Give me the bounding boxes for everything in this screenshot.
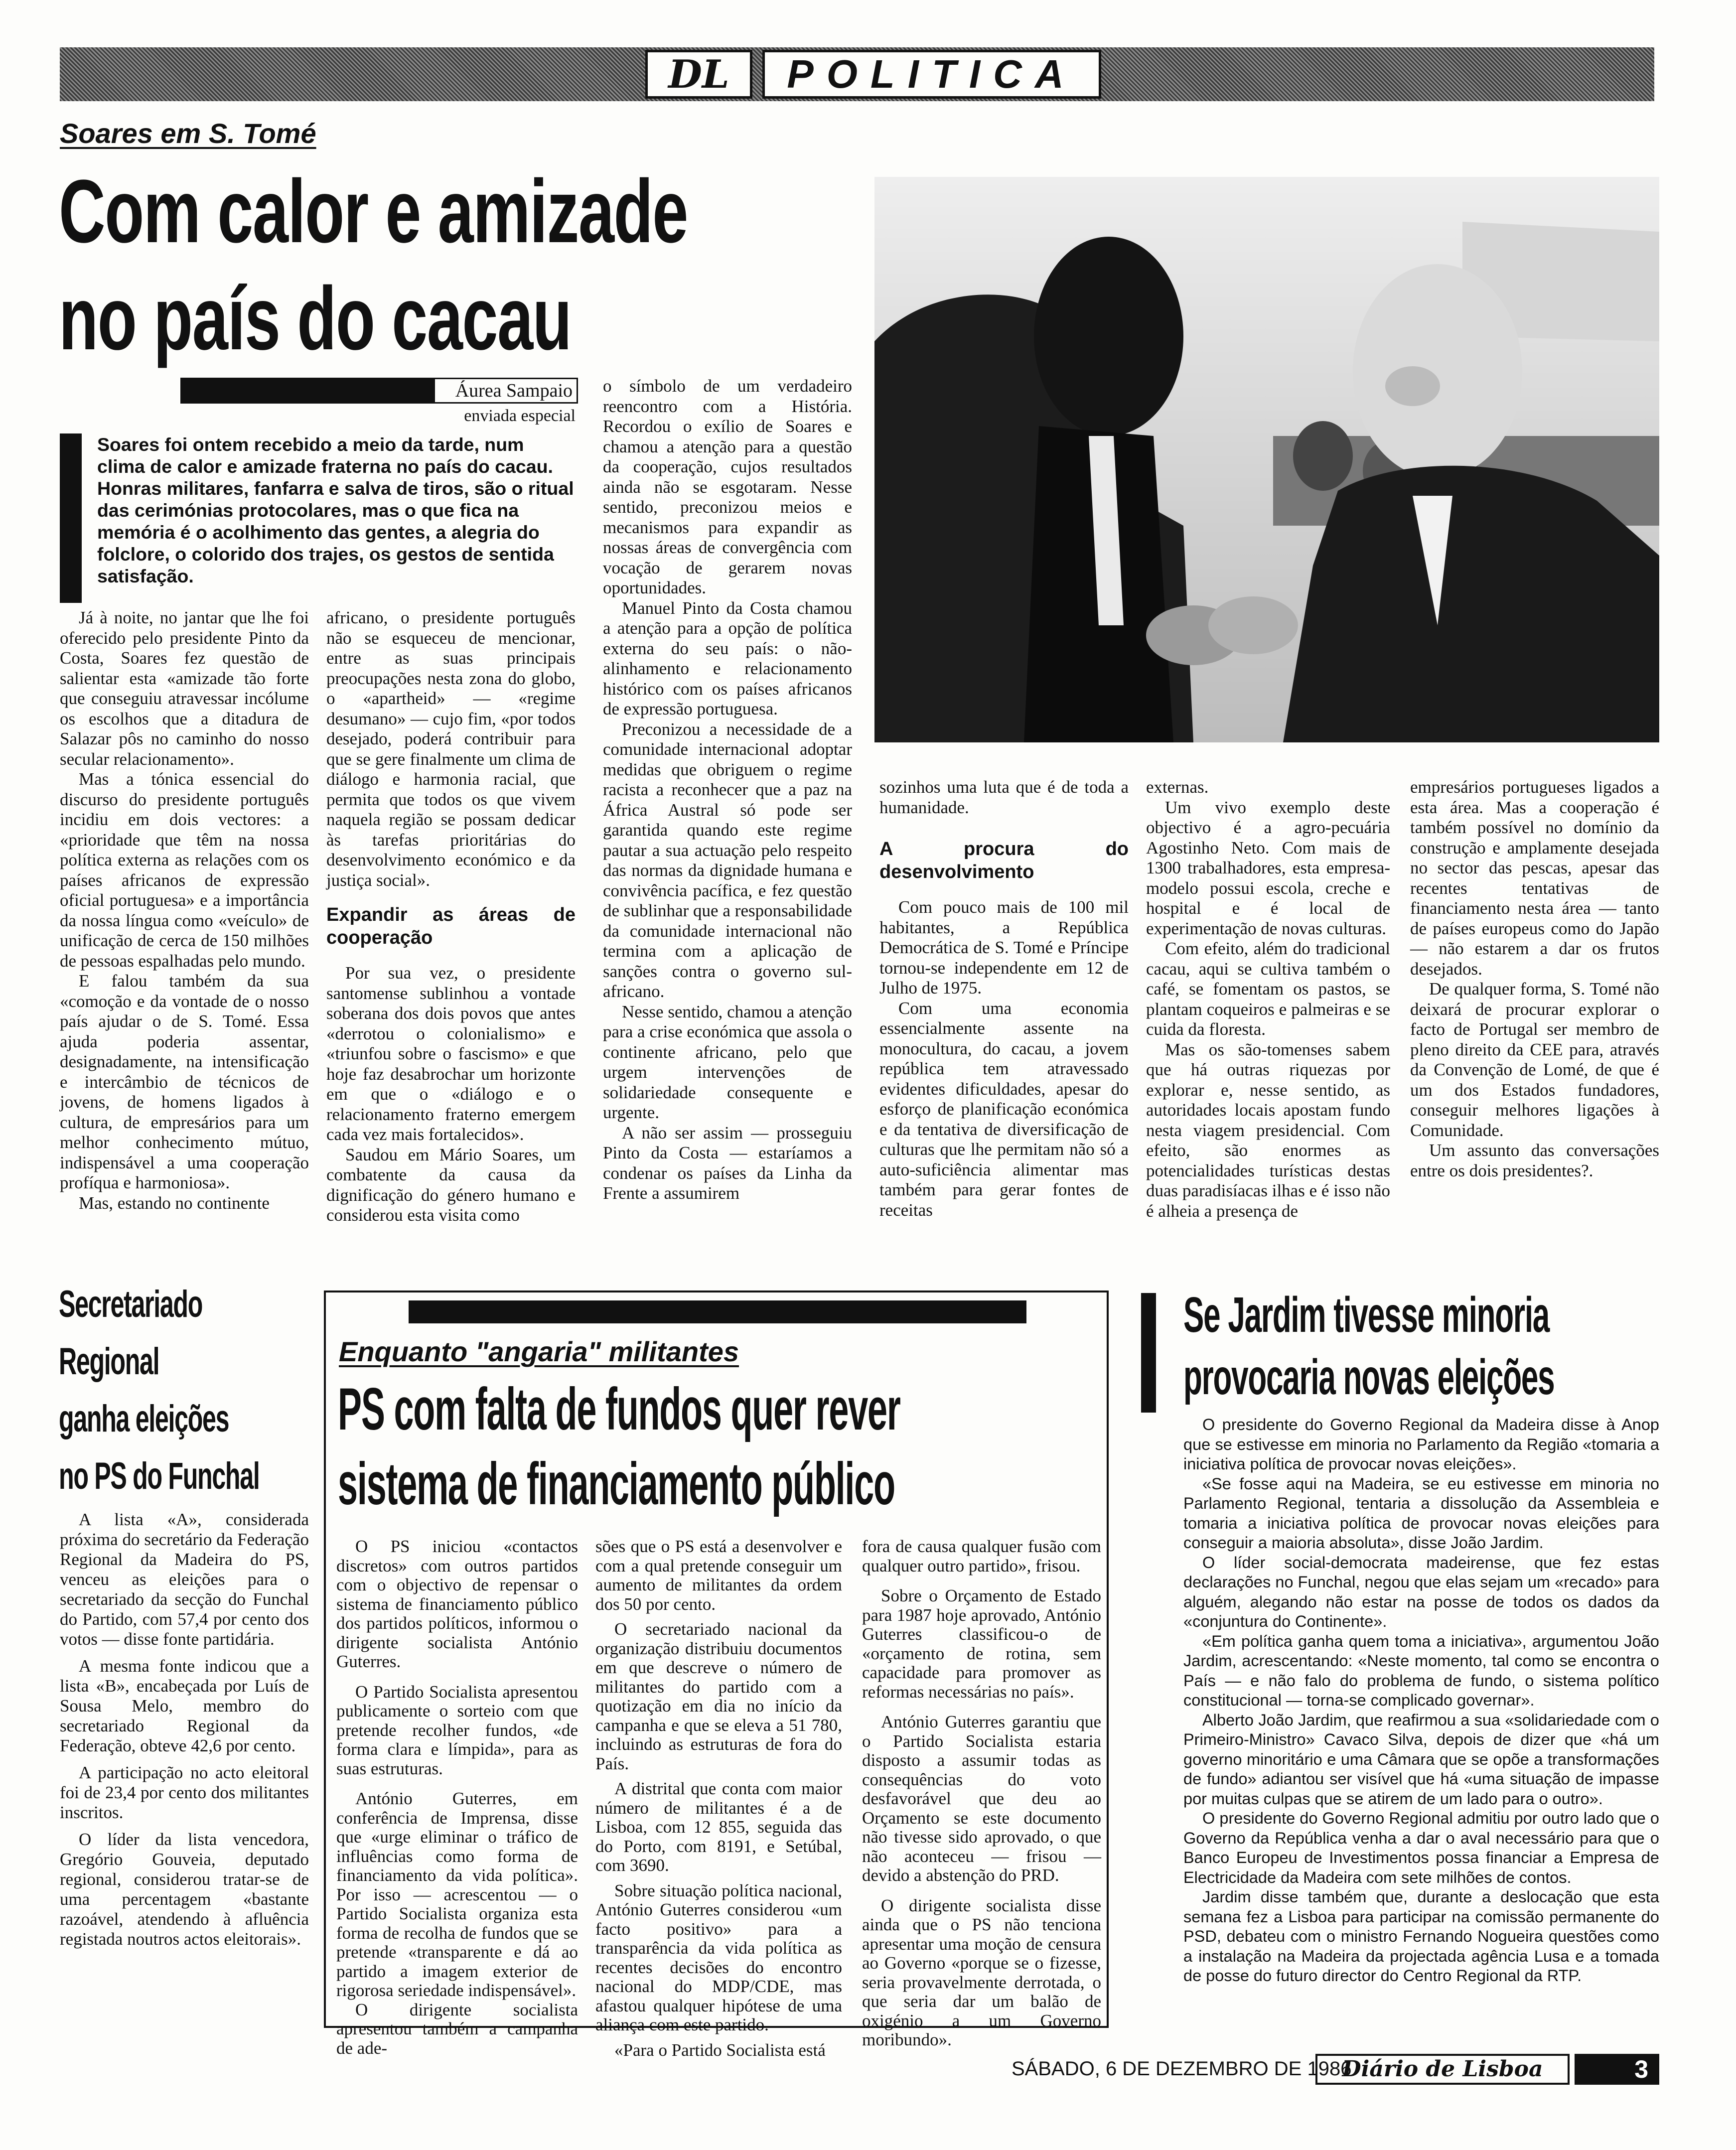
section-label <box>762 50 1101 99</box>
section-title: POLITICA <box>787 52 1077 96</box>
story1-paragraph: africano, o presidente português não se esqueceu de mencionar, entre as suas principais preocupações nesta zona do globo, o «apartheid» — «regime desumano» — cujo fim, «por todos desejado, poderá contribuir para que se gere finalmente um clima de diálogo e harmonia racial, que permita que todos os que vivem naquela região se possam dedicar às tarefas prioritárias do desenvolvimento económico e da justiça social». <box>326 608 576 890</box>
footer-paper-name <box>1315 2054 1570 2085</box>
story1-paragraph: o símbolo de um verdadeiro reencontro com a História. Recordou o exílio de Soares e chamou a atenção para a questão da cooperação, cujos resultados ainda não se esgotaram. Nesse sentido, preconizou meios e mecanismos para expandir as nossas áreas de convergência com vocação de gerarem novas oportunidades. <box>603 376 852 597</box>
story1-col4 <box>879 777 1129 1220</box>
story2-paragraph: O líder da lista vencedora, Gregório Gouveia, deputado regional, considerou tratar-se de uma percentagem «bastante razoável, atendendo à afluência registada noutros actos eleitorais». <box>60 1830 309 1949</box>
story1-headline-line2: no país do cacau <box>59 269 572 369</box>
byline-name <box>434 378 578 404</box>
story3-top-bar <box>409 1300 1026 1323</box>
story1-paragraph: Um assunto das conversações entre os dois presidentes?. <box>1410 1141 1659 1180</box>
story1-paragraph: sozinhos uma luta que é de toda a humanidade. <box>879 777 1129 817</box>
story3-headline-line2: sistema de financiamento público <box>338 1450 895 1517</box>
story4-headline-line2: provocaria novas eleições <box>1183 1349 1555 1405</box>
logo-text: DL <box>668 51 729 97</box>
story2-headline-line1: Secretariado <box>59 1283 203 1325</box>
story4-paragraph: O presidente do Governo Regional da Madeira disse à Anop que se estivesse em minoria no Parlamento da Região «tomaria a iniciativa política de provocar novas eleições». <box>1183 1416 1659 1473</box>
story4-headline-line1: Se Jardim tivesse minoria <box>1183 1287 1550 1343</box>
story1-col3 <box>603 376 852 1204</box>
footer-date: SÁBADO, 6 DE DEZEMBRO DE 1986 <box>1012 2058 1352 2080</box>
story1-headline-line1: Com calor e amizade <box>59 161 688 262</box>
story1-paragraph: empresários portugueses ligados a esta área. Mas a cooperação é também possível no domínio da construção e amplamente desejada no sector das pescas, apesar das recentes tentativas de financiamento nesta área — tanto de países europeus como do Japão — não estarem a dar os frutos desejados. <box>1410 777 1659 979</box>
story3-paragraph: O secretariado nacional da organização distribuiu documentos em que descreve o número de militantes do partido com a quotização em dia no início da campanha e que se eleva a 51 780, incluindo as estruturas de fora do País. <box>595 1619 842 1773</box>
masthead-logo <box>645 50 752 99</box>
story1-paragraph: externas. <box>1146 777 1209 797</box>
story2-headline-line2: Regional <box>59 1340 159 1383</box>
page-number-text: 3 <box>1634 2055 1648 2083</box>
lead-bar <box>60 433 82 603</box>
story3-paragraph: O Partido Socialista apresentou publicamente o sorteio com que pretende recolher fundos, «de forma clara e límpida», para as suas estruturas. <box>336 1682 578 1778</box>
story2-body <box>60 1510 309 1949</box>
story1-paragraph: Mas a tónica essencial do discurso do presidente português incidiu em dois vectores: a «prioridade que têm na nossa política externa as relações com os países africanos de expressão oficial portuguesa» e a importância da nossa língua como «veículo» de unificação de cerca de 150 milhões de pessoas espalhadas pelo mundo. <box>60 769 309 971</box>
soares-pinto-da-costa-photo <box>874 177 1659 742</box>
footer-page-number <box>1575 2054 1659 2085</box>
story3-paragraph: fora de causa qualquer fusão com qualquer outro partido», frisou. <box>862 1537 1101 1576</box>
story4-side-bar <box>1141 1293 1156 1413</box>
story1-paragraph: Nesse sentido, chamou a atenção para a crise económica que assola o continente africano, pelo que urgem intervenções de solidariedade consequente e urgente. <box>603 1002 852 1122</box>
story1-col5 <box>1146 777 1390 1221</box>
story3-paragraph: Sobre situação política nacional, António Guterres considerou «um facto positivo» para a transparência da vida política as recentes decisões do encontro nacional do MDP/CDE, mas afastou qualquer hipótese de uma aliança com este partido. <box>595 1880 842 2034</box>
story2-paragraph: A lista «A», considerada próxima do secretário da Federação Regional da Madeira do PS, venceu as eleições para o secretariado da secção do Funchal do Partido, com 57,4 por cento dos votos — disse fonte partidária. <box>60 1510 309 1649</box>
story3-col2 <box>595 1537 842 2060</box>
story3-headline-line1: PS com falta de fundos quer rever <box>338 1376 900 1442</box>
story2-paragraph: A participação no acto eleitoral foi de 23,4 por cento dos militantes inscritos. <box>60 1763 309 1822</box>
story3-paragraph: O PS iniciou «contactos discretos» com outros partidos com o objectivo de repensar o sistema de financiamento público dos partidos políticos, informou o dirigente socialista António Guterres. <box>336 1537 578 1671</box>
story2-headline-line3: ganha eleições <box>59 1398 229 1440</box>
story3-col3 <box>862 1537 1101 2050</box>
story1-paragraph: A não ser assim — prosseguiu Pinto da Costa — estaríamos a condenar os países da Linha da Frente a assumirem <box>603 1123 852 1203</box>
story1-kicker: Soares em S. Tomé <box>60 118 316 149</box>
story4-body <box>1183 1415 1659 1986</box>
story1-paragraph: Já à noite, no jantar que lhe foi oferecido pelo presidente Pinto da Costa, Soares fez questão de salientar esta «amizade tão forte que conseguiu atravessar incólume os escolhos que a ditadura de Salazar pôs no caminho do nosso secular relacionamento». <box>60 608 309 769</box>
byline-role: enviada especial <box>464 407 576 425</box>
story4-paragraph: «Se fosse aqui na Madeira, se eu estivesse em minoria no Parlamento Regional, tentaria a dissolução da Assembleia e tomaria a iniciativa política de provocar novas eleições para conseguir a maioria absoluta», disse João Jardim. <box>1183 1474 1659 1552</box>
story4-paragraph: «Em política ganha quem toma a iniciativa», argumentou João Jardim, acrescentando: «Neste momento, tal como se encontra o País — e não falo do problema de fundo, o sistema político constitucional — torna-se complicado governar». <box>1183 1632 1659 1709</box>
story1-paragraph: Saudou em Mário Soares, um combatente da causa da dignificação do género humano e considerou esta visita como <box>326 1145 576 1225</box>
story1-paragraph: Com efeito, além do tradicional cacau, aqui se cultiva também o café, se fomentam os pastos, se plantam coqueiros e palmeiras e se cuida da floresta. <box>1146 939 1390 1039</box>
story3-paragraph: Sobre o Orçamento de Estado para 1987 hoje aprovado, António Guterres classificou-o de «orçamento de rotina, sem capacidade para promover as reformas necessárias no país». <box>862 1586 1101 1702</box>
story1-paragraph: Preconizou a necessidade de a comunidade internacional adoptar medidas que obriguem o regime racista a reconhecer que a paz na África Austral só pode ser garantida quando este regime pautar a sua actuação pelo respeito das normas da dignidade humana e convivência pacífica, e fez questão de sublinhar que a responsabilidade da comunidade internacional não termina com a aplicação de sanções contra o governo sul-africano. <box>603 719 852 1001</box>
story1-col6 <box>1410 777 1659 1181</box>
story1-paragraph: Com pouco mais de 100 mil habitantes, a República Democrática de S. Tomé e Príncipe tornou-se independente em 12 de Julho de 1975. <box>879 897 1129 998</box>
story1-paragraph: Manuel Pinto da Costa chamou a atenção para a opção de política externa do seu país: o não-alinhamento e relacionamento histórico com os países africanos de expressão portuguesa. <box>603 598 852 718</box>
story2-paragraph: A mesma fonte indicou que a lista «B», encabeçada por Luís de Sousa Melo, membro do secretariado Regional da Federação, obteve 42,6 por cento. <box>60 1656 309 1755</box>
story1-paragraph: Por sua vez, o presidente santomense sublinhou a vontade soberana dos dois povos que antes «derrotou o colonialismo» e «triunfou sobre o fascismo» e que hoje faz desabrochar um horizonte em que o «diálogo e o relacionamento fraterno emergem cada vez mais fortalecidos». <box>326 963 576 1144</box>
story1-paragraph: De qualquer forma, S. Tomé não deixará de procurar explorar o facto de Portugal ser membro de pleno direito da CEE para, através da Convenção de Lomé, de que é um dos Estados fundadores, conseguir melhores ligações à Comunidade. <box>1410 979 1659 1140</box>
story3-paragraph: António Guterres, em conferência de Imprensa, disse que «urge eliminar o tráfico de influências como forma de financiamento da vida política». Por isso — acrescentou — o Partido Socialista organiza esta forma de recolha de fundos que se pretende «transparente e dá ao partido a imagem exterior de rigorosa seriedade indispensável». <box>336 1789 578 2000</box>
story4-paragraph: O presidente do Governo Regional admitiu por outro lado que o Governo da República venha a dar o aval necessário para que o Banco Europeu de Investimentos possa financiar a Empresa de Electricidade da Madeira com sete milhões de contos. <box>1183 1809 1659 1886</box>
footer-paper-text: Diário de Lisboa <box>1342 2056 1543 2082</box>
story2-headline-line4: no PS do Funchal <box>59 1455 260 1497</box>
story3-paragraph: O dirigente socialista apresentou também a campanha de ade- <box>336 2000 578 2058</box>
story1-subhead-desenvolvimento: A procura do desenvolvimento <box>879 839 1129 882</box>
story3-paragraph: António Guterres garantiu que o Partido Socialista estaria disposto a assumir todas as consequências do voto desfavorável que deu ao Orçamento se este documento não tivesse sido aprovado, o que não aconteceu — frisou — devido a abstenção do PRD. <box>862 1712 1101 1885</box>
story4-paragraph: O líder social-democrata madeirense, que fez estas declarações no Funchal, negou que elas sejam um «recado» para alguém, alegando não estar na posse de todos os dados da «conjuntura do Continente». <box>1183 1553 1659 1630</box>
story1-paragraph: Com uma economia essencialmente assente na monocultura, do cacau, a jovem república tem atravessado evidentes dificuldades, apesar do esforço de planificação económica e da tentativa de diversificação de culturas que lhe permitam não só a auto-suficiência alimentar mas também para gerar fontes de receitas <box>879 998 1129 1220</box>
story1-paragraph: Um vivo exemplo deste objectivo é a agro-pecuária Agostinho Neto. Com mais de 1300 trabalhadores, esta empresa-modelo possui escola, creche e hospital e é local de experimentação de novas culturas. <box>1146 797 1390 938</box>
story4-paragraph: Alberto João Jardim, que reafirmou a sua «solidariedade com o Primeiro-Ministro» Cavaco Silva, depois de dizer que «há um governo minoritário e uma Câmara que se opõe a transformações de fundo» adiantou ser visível que há «uma situação de impasse por muitas culpas que se atirem de um lado para o outro». <box>1183 1711 1659 1808</box>
byline-text: Áurea Sampaio <box>455 380 573 401</box>
story1-col2 <box>326 608 576 1226</box>
story1-paragraph: Mas, estando no continente <box>79 1193 270 1213</box>
story3-col1 <box>336 1537 578 2058</box>
story3-paragraph: sões que o PS está a desenvolver e com a qual pretende conseguir um aumento de militantes da ordem dos 50 por cento. <box>595 1537 842 1614</box>
story3-paragraph: O dirigente socialista disse ainda que o PS não tenciona apresentar uma moção de censura ao Governo «porque se o fizesse, seria provavelmente derrotada, o que seria dar um balão de oxigénio a um Governo moribundo». <box>862 1895 1101 2049</box>
story3-kicker: Enquanto "angaria" militantes <box>339 1336 739 1367</box>
story1-lead: Soares foi ontem recebido a meio da tarde, num clima de calor e amizade fraterna no país do cacau. Honras militares, fanfarra e salva de tiros, são o ritual das cerimónias protocolares, mas o que fica na memória é o acolhimento das gentes, a alegria do folclore, o colorido dos trajes, os gestos de sentida satisfação. <box>97 434 574 586</box>
story1-paragraph: E falou também da sua «comoção e da vontade de o nosso país ajudar o de S. Tomé. Essa ajuda poderia assentar, designadamente, na intensificação e intercâmbio de técnicos de jovens, de homens ligados à cultura, de empresários para um melhor conhecimento mútuo, indispensável a uma cooperação profíqua e harmoniosa». <box>60 971 309 1192</box>
story3-paragraph: A distrital que conta com maior número de militantes é a de Lisboa, com 12 855, seguida das do Porto, com 8191, e Setúbal, com 3690. <box>595 1779 842 1875</box>
story4-paragraph: Jardim disse também que, durante a deslocação que esta semana fez a Lisboa para participar na comissão permanente do PSD, debateu com o ministro Fernando Nogueira questões como a instalação na Madeira da projectada agência Lusa e a tomada de posse do futuro director do Centro Regional da RTP. <box>1183 1888 1659 1985</box>
story1-paragraph: Mas os são-tomenses sabem que há outras riquezas por explorar e, nesse sentido, as autoridades locais apostam fundo nesta viagem presidencial. Com efeito, são enormes as potencialidades turísticas destas duas paradisíacas ilhas e é isso não é alheia a presença de <box>1146 1039 1390 1221</box>
story1-subhead-cooperacao: Expandir as áreas de cooperação <box>326 904 576 948</box>
story1-col1 <box>60 608 309 1213</box>
story3-paragraph: «Para o Partido Socialista está <box>614 2040 826 2060</box>
